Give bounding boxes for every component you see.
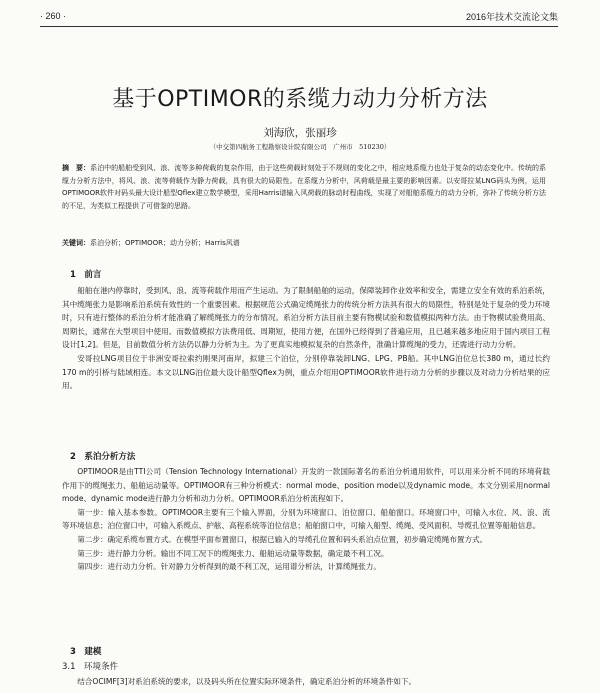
paragraph: OPTIMOOR是由TTI公司（Tension Technology International）开发的一款国际著名的系泊分析通用软件，可以用来分析不同的环境荷载作用下的缆绳张力、船舶运动量等。OPTIMOOR有三种分析模式：normal mode、position mode以及dynamic mode。本文分别采用normal mode、dynamic mode进行静力分析和动力分析。OPTIMOOR系泊分析流程如下。 <box>62 467 550 504</box>
paragraph: 第四步：进行动力分析。针对静力分析得到的最不利工况，运用谱分析法，计算缆绳张力。 <box>77 562 381 572</box>
paragraph: 第三步：进行静力分析。输出不同工况下的缆绳张力、船舶运动量等数据，确定最不利工况。 <box>77 548 389 558</box>
paragraph: 第一步：输入基本参数。OPTIMOOR主要有三个输入界面，分别为环境窗口、泊位窗口、船舶窗口。环境窗口中，可输入水位、风、浪、流等环境信息；泊位窗口中，可输入系缆点、护舷、高程系统等泊位信息；船舶窗口中，可输入船型、缆绳、受风面积、导缆孔位置等船舶信息。 <box>62 507 550 531</box>
running-header <box>40 8 558 27</box>
paper-authors: 刘海欣，张丽珍 <box>263 127 337 139</box>
section-3-heading: 3 建模 <box>70 647 102 657</box>
keywords-text: 系泊分析；OPTIMOOR；动力分析；Harris风谱 <box>90 239 240 247</box>
keywords <box>62 238 546 248</box>
abstract-label: 摘 要： <box>62 164 91 172</box>
section-3-body <box>62 675 550 689</box>
paragraph: 结合OCIMF[3]对系泊系统的要求，以及码头所在位置实际环境条件，确定系泊分析的环境条件如下。 <box>77 677 417 686</box>
section-2-heading: 2 系泊分析方法 <box>70 452 136 462</box>
paper-title: 基于OPTIMOR的系缆力动力分析方法 <box>112 87 488 112</box>
subsection-3-1-heading: 3.1 环境条件 <box>62 662 119 672</box>
section-1-body <box>62 284 550 393</box>
journal-name: 2016年技术交流论文集 <box>465 11 558 22</box>
page-number: · 260 · <box>40 11 67 21</box>
paragraph: 第二步：确定系缆布置方式。在模型平面布置窗口，根据已输入的导缆孔位置和码头系泊点位置，初步确定缆绳布置方式。 <box>77 534 488 544</box>
abstract <box>62 162 546 212</box>
author-affiliation: （中交第四航务工程勘察设计院有限公司 广州市 510230） <box>209 143 391 151</box>
paragraph: 船舶在港内停靠时，受到风、浪、流等荷载作用而产生运动。为了限制船舶的运动，保障装卸作业效率和安全，需建立安全有效的系泊系统，其中缆绳张力是影响系泊系统有效性的一个重要因素。根据规范公式确定缆绳张力的传统分析方法具有很大的局限性，特别是处于复杂的受力环境时，只有进行整体的系泊分析才能准确了解缆绳张力的分布情况。系泊分析方法目前主要有物模试验和数值模拟两种方法。由于物模试验费用高、周期长，通常在大型项目中使用。而数值模拟方法费用低、周期短，使用方便，在国外已经得到了普遍应用，且已越来越多地应用于国内项目工程设计[1,2]。但是，目前数值分析方法仍以静力分析为主。为了更真实地模拟复杂的自然条件，准确计算缆绳的受力，还需进行动力分析。 <box>62 286 550 350</box>
paragraph: 安哥拉LNG项目位于非洲安哥拉索约刚果河南岸，拟建三个泊位，分别停靠装卸LNG、LPG、PB船。其中LNG泊位总长380 m，通过长约170 m的引桥与陆域相连。本文以LNG泊位最大设计船型Qflex为例，重点介绍用OPTIMOOR软件进行动力分析的步骤以及对动力分析结果的应用。 <box>62 353 550 391</box>
keywords-label: 关键词： <box>62 239 90 247</box>
abstract-text: 系泊中的船舶受到风、浪、流等多种荷载的复杂作用，由于这些荷载时刻处于不规则的变化之中，相应地系缆力也处于复杂的动态变化中。传统的系缆力分析方法中，将风、浪、流等荷载作为静力荷载，具有很大的局限性。在系缆力分析中，风荷载是最主要的影响因素。以安哥拉某LNG码头为例，运用OPTIMOOR软件对码头最大设计船型Qflex建立数学模型，采用Harris谱输入风荷载的脉动时程曲线，实现了对船舶系缆力的动力分析，弥补了传统分析方法的不足，为类似工程提供了可借鉴的思路。 <box>62 164 547 210</box>
section-1-heading: 1 前言 <box>70 270 102 280</box>
section-2-body <box>62 465 550 574</box>
